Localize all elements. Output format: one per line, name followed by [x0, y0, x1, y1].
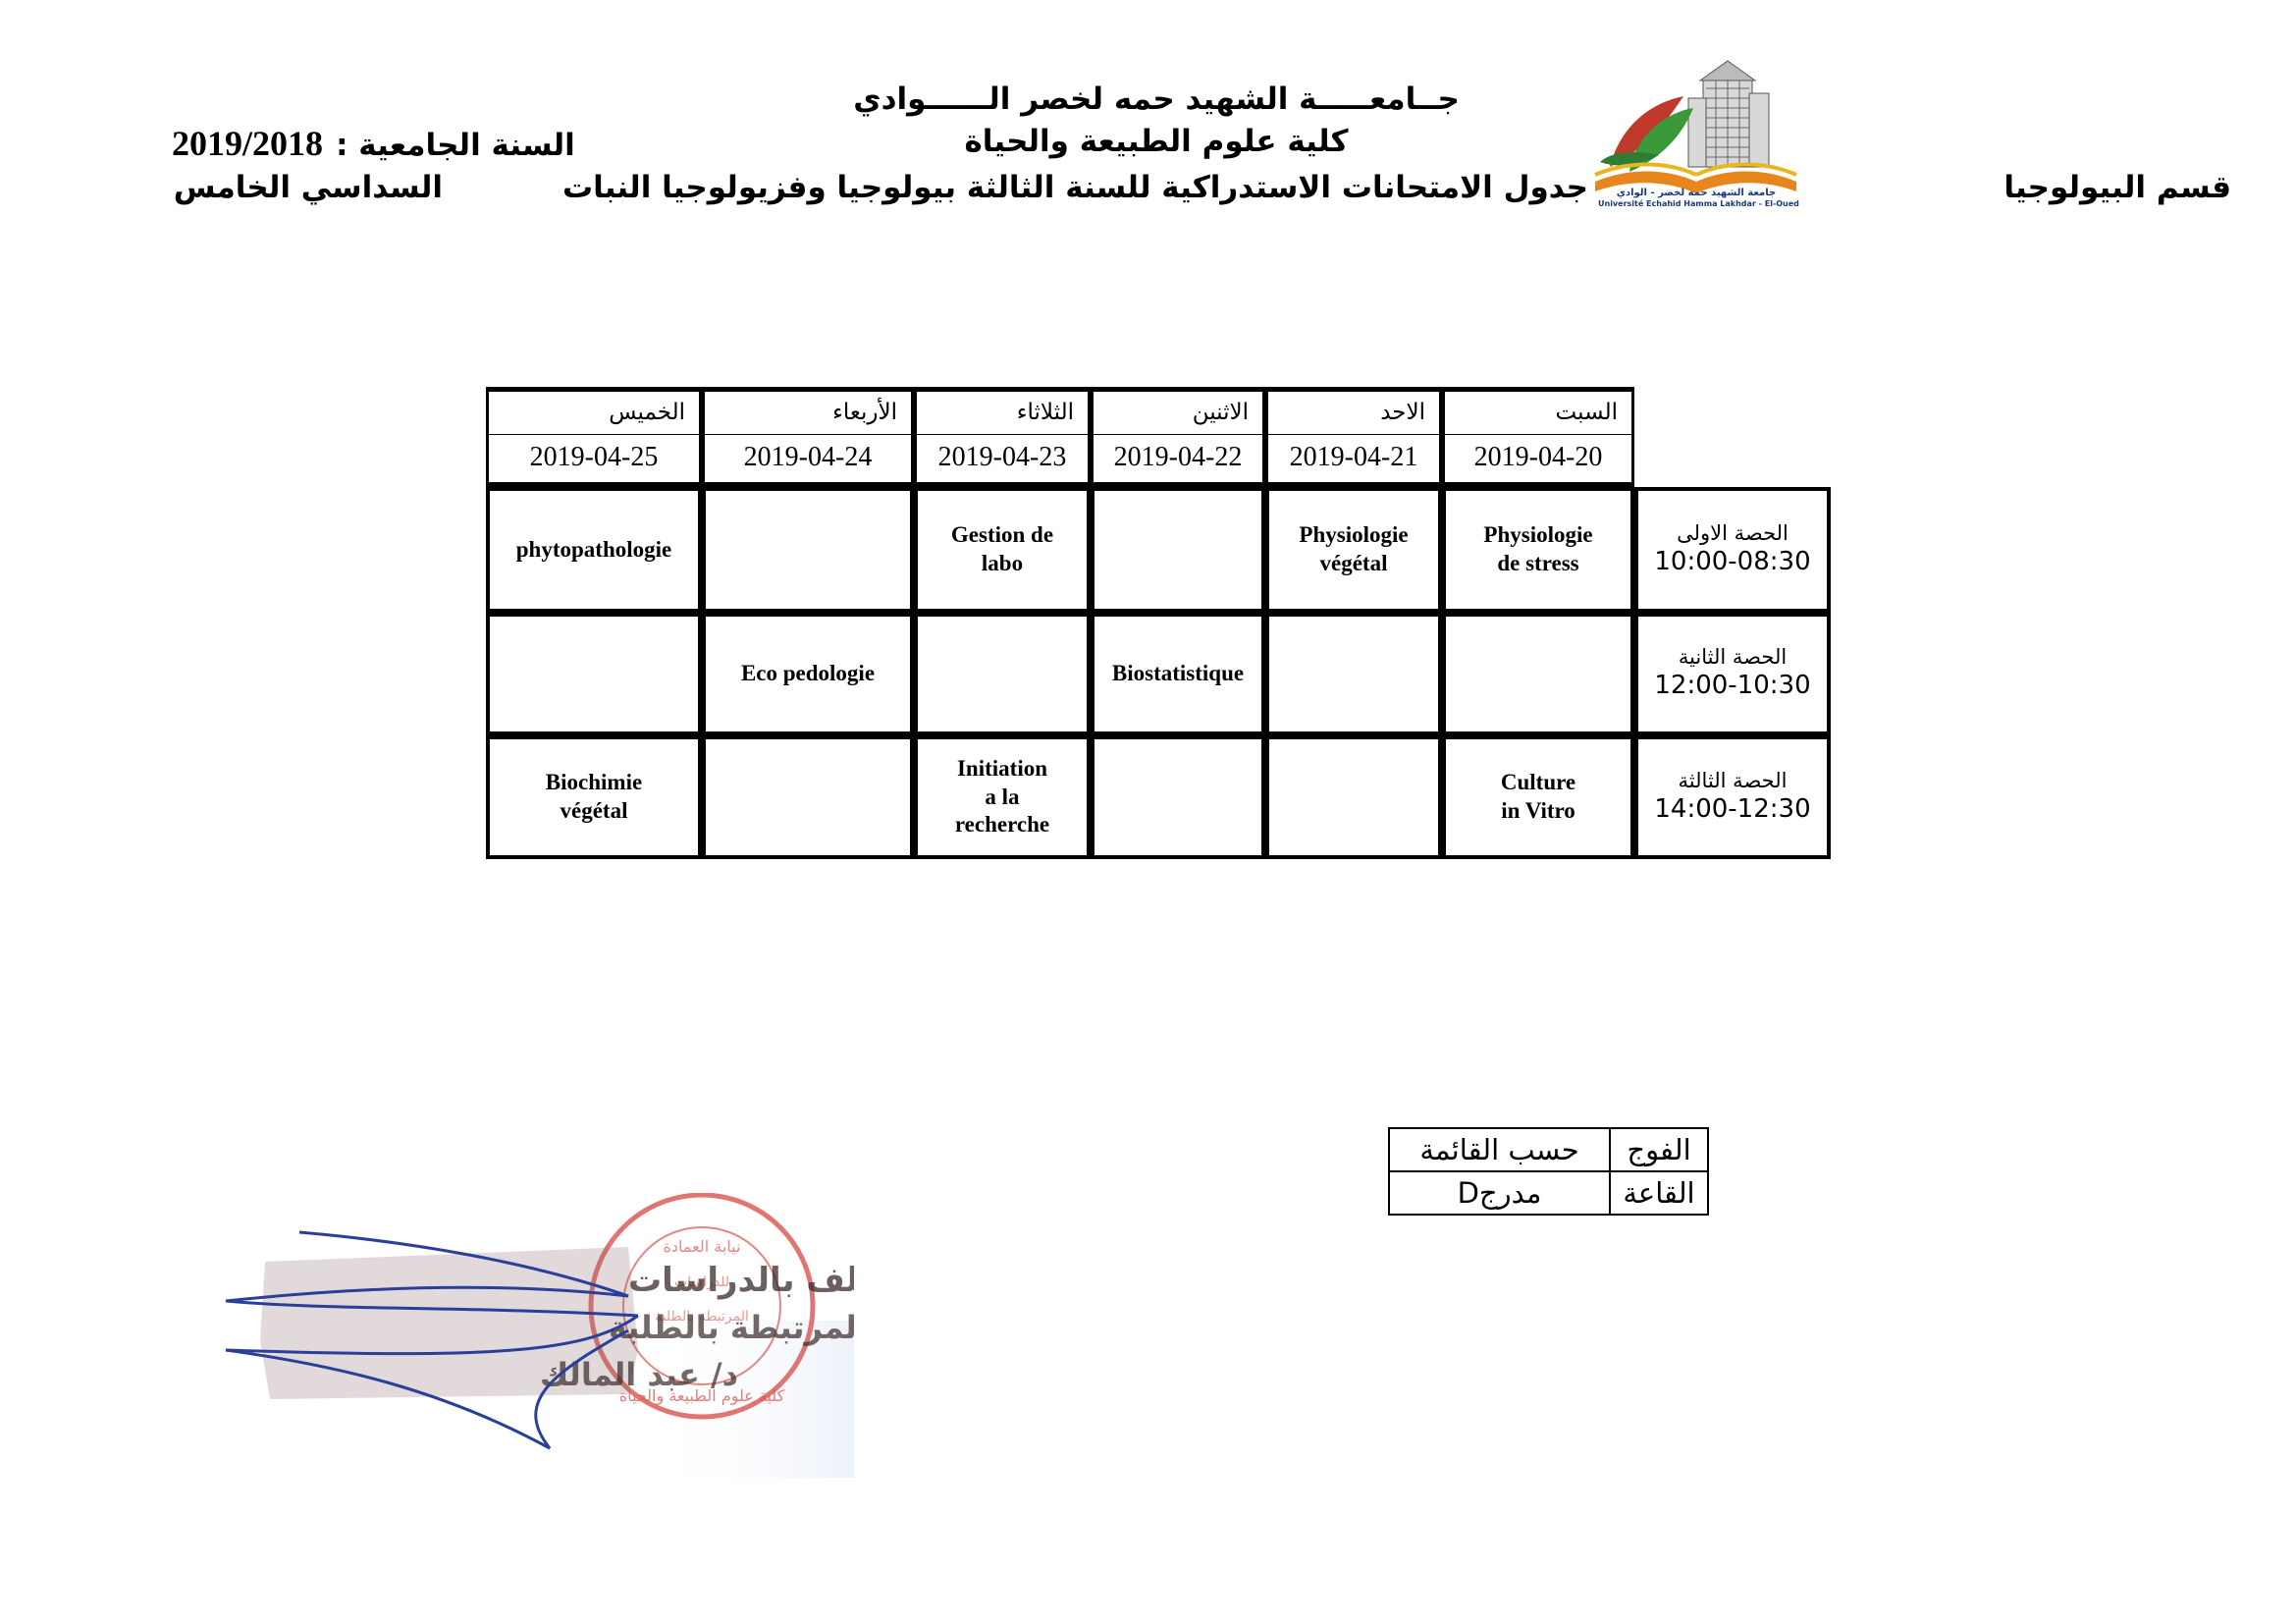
day-date: 2019-04-24	[705, 434, 911, 482]
period-row	[486, 487, 1831, 613]
university-logo	[1590, 59, 1801, 206]
room-label: القاعة	[1610, 1171, 1708, 1215]
room-value: مدرجD	[1389, 1171, 1610, 1215]
day-header	[1091, 387, 1265, 487]
exam-cell	[1265, 613, 1442, 735]
svg-text:للدراسات: للدراسات	[673, 1274, 730, 1290]
day-name: الأربعاء	[832, 400, 897, 425]
day-date: 2019-04-21	[1268, 434, 1439, 482]
period-name: الحصة الاولى	[1677, 520, 1789, 545]
exam-cell	[1265, 735, 1442, 859]
exam-cell	[914, 613, 1091, 735]
day-header-row	[486, 387, 1831, 487]
svg-text:والمسائل المرتبطة بالطلبة: المرتبطة بالطلبة	[609, 1309, 854, 1346]
svg-text:د/ عبد المالك: د/ عبد المالك	[540, 1356, 739, 1393]
period-label	[1634, 613, 1831, 735]
group-label: الفوج	[1610, 1128, 1708, 1171]
day-date: 2019-04-25	[489, 434, 699, 482]
svg-text:نيابة العمادة: نيابة العمادة	[663, 1237, 741, 1256]
day-header	[1265, 387, 1442, 487]
day-name: الاثنين	[1192, 400, 1249, 425]
faculty-name: كلية علوم الطبيعة والحياة	[964, 124, 1349, 159]
exam-cell: Gestion de labo	[914, 487, 1091, 613]
svg-text:كلية علوم الطبيعة والحياة: كلية علوم الطبيعة والحياة	[618, 1386, 785, 1405]
svg-text:نائب العميد المكلف بالدراسات: ف بالدراسات	[628, 1261, 846, 1300]
day-date: 2019-04-22	[1094, 434, 1262, 482]
exam-schedule-table	[486, 387, 1831, 859]
period-row	[486, 613, 1831, 735]
exam-cell	[1091, 735, 1265, 859]
group-room-table	[1388, 1127, 1709, 1216]
exam-title: جدول الامتحانات الاستدراكية للسنة الثالثة بيولوجيا وفزيولوجيا النبات	[561, 170, 1588, 205]
semester: السداسي الخامس	[173, 170, 443, 205]
exam-cell: Biostatistique	[1091, 613, 1265, 735]
period-label	[1634, 735, 1831, 859]
logo-caption-fr: Université Echahid Hamma Lakhdar - El-Oued	[1598, 198, 1799, 208]
day-date: 2019-04-23	[917, 434, 1088, 482]
day-name: الخميس	[609, 400, 685, 425]
exam-cell: Physiologie végétal	[1265, 487, 1442, 613]
exam-cell	[1442, 613, 1634, 735]
period-row	[486, 735, 1831, 859]
period-label	[1634, 487, 1831, 613]
corner-empty	[1634, 387, 1831, 487]
exam-cell: Eco pedologie	[702, 613, 914, 735]
academic-year-value: 2019/2018	[172, 124, 324, 163]
academic-year	[172, 126, 575, 161]
exam-cell: phytopathologie	[486, 487, 702, 613]
day-name: الاحد	[1380, 400, 1425, 425]
period-name: الحصة الثالثة	[1678, 768, 1788, 792]
group-value: حسب القائمة	[1389, 1128, 1610, 1171]
period-time: 12:00-10:30	[1654, 671, 1811, 701]
day-name: السبت	[1555, 400, 1618, 425]
exam-cell: Culture in Vitro	[1442, 735, 1634, 859]
exam-cell: Biochimie végétal	[486, 735, 702, 859]
department-name: قسم البيولوجيا	[2003, 170, 2231, 205]
exam-cell	[702, 487, 914, 613]
day-header	[1442, 387, 1634, 487]
period-name: الحصة الثانية	[1678, 645, 1788, 669]
period-time: 14:00-12:30	[1654, 793, 1811, 824]
exam-cell: Physiologie de stress	[1442, 487, 1634, 613]
day-header	[486, 387, 702, 487]
exam-cell	[702, 735, 914, 859]
exam-cell: Initiation a la recherche	[914, 735, 1091, 859]
day-header	[914, 387, 1091, 487]
svg-text:المرتبطة بالطلبة: المرتبطة بالطلبة	[655, 1309, 749, 1325]
university-name: جــامعـــــة الشهيد حمه لخصر الــــــوادي	[853, 81, 1460, 117]
group-row	[1389, 1128, 1708, 1171]
day-header	[702, 387, 914, 487]
academic-year-label: السنة الجامعية :	[336, 128, 575, 163]
room-row	[1389, 1171, 1708, 1215]
official-stamp-signature	[216, 1193, 854, 1478]
period-time: 10:00-08:30	[1654, 546, 1811, 576]
day-date: 2019-04-20	[1445, 434, 1631, 482]
day-name: الثلاثاء	[1016, 400, 1074, 425]
exam-cell	[486, 613, 702, 735]
exam-cell	[1091, 487, 1265, 613]
logo-caption	[1598, 188, 1799, 208]
logo-caption-ar: جامعة الشهيد حمه لخضر - الوادي	[1616, 188, 1777, 198]
